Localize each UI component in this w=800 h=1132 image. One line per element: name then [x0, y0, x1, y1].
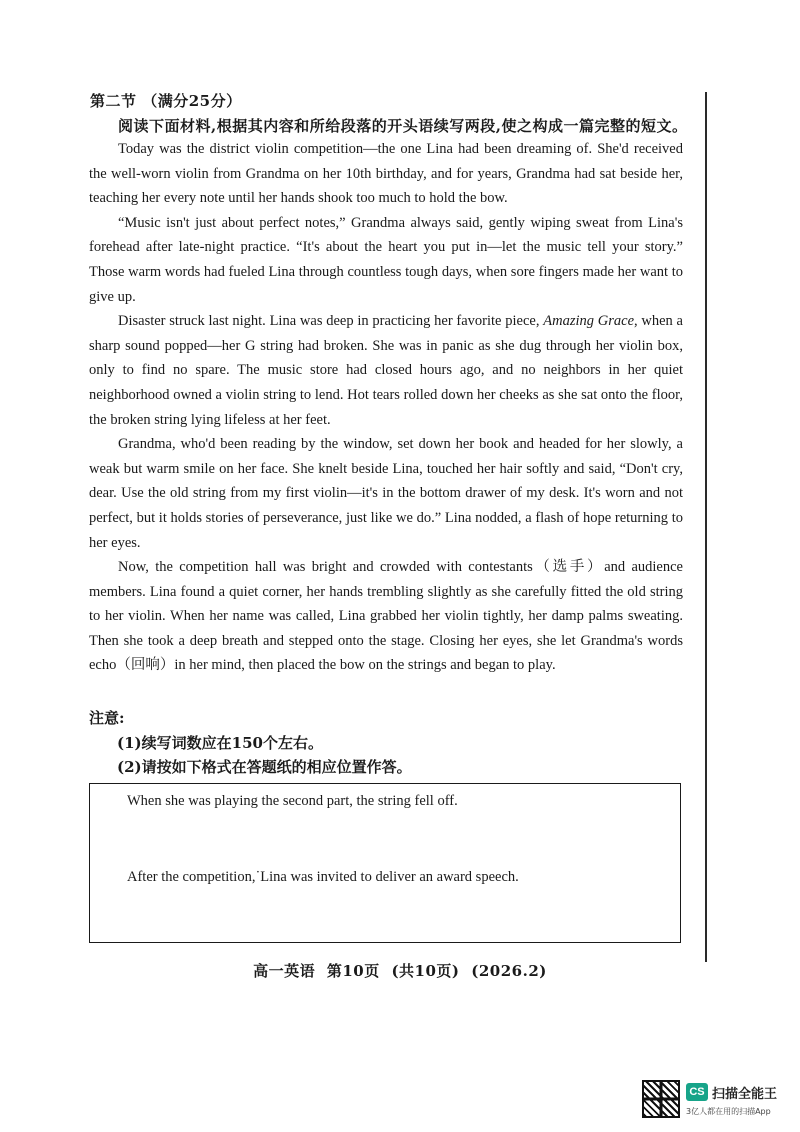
- page-footer: 高一英语 第10页 (共10页) (2026.2): [253, 962, 547, 980]
- song-title: Amazing Grace: [543, 313, 634, 330]
- section-heading: 第二节 （满分25分）: [90, 92, 242, 110]
- answer-format-box: [89, 783, 681, 943]
- camscanner-logo-icon: CS: [686, 1083, 708, 1101]
- story-paragraph: Disaster struck last night. Lina was deep in practicing her favorite piece, Amazing Grace, when a sharp sound popped—her G string had broken. She was in panic as she dug through her violin box, only to find no spare. The music store had closed hours ago, and no neighbors in her quiet neighborhood owned a violin string to lend. Hot tears rolled down her cheeks as she sat onto the floor, the broken string lying lifeless at her feet.: [89, 313, 683, 428]
- paragraph-opening-2: After the competition,˙Lina was invited to deliver an award speech.: [127, 869, 519, 885]
- margin-rule: [705, 92, 707, 962]
- story-paragraph: Grandma, who'd been reading by the window, set down her book and headed for her slowly, a weak but warm smile on her face. She knelt beside Lina, touched her hair softly and said, “Don't cry, dear. Use the old string from my first violin—it's in the bottom drawer of my desk. It's worn and not perfect, but it holds stories of perseverance, just like we do.” Lina nodded, a flash of hope returning to her eyes.: [89, 436, 683, 551]
- notes-title: 注意:: [89, 709, 125, 727]
- story-text: [89, 137, 683, 678]
- note-item: (1)续写词数应在150个左右。: [117, 733, 323, 752]
- story-paragraph: Now, the competition hall was bright and crowded with contestants（选手）and audience members. Lina found a quiet corner, her hands trembling slightly as she carefully fitted the old string to her violin. When her name was called, Lina grabbed her violin tightly, her damp palms sweating. Then she took a deep breath and stepped onto the stage. Closing her eyes, she let Grandma's words echo（回响）in her mind, then placed the bow on the strings and began to play.: [89, 559, 683, 674]
- scanner-tagline: 3亿人都在用的扫描App: [686, 1107, 771, 1116]
- section-instruction: 阅读下面材料,根据其内容和所给段落的开头语续写两段,使之构成一篇完整的短文。: [118, 117, 688, 135]
- qr-code-icon: [642, 1080, 680, 1118]
- story-paragraph: Today was the district violin competition—the one Lina had been dreaming of. She'd received the well-worn violin from Grandma on her 10th birthday, and for years, Grandma had sat beside her, teaching her every note until her hands shook too much to hold the bow.: [89, 141, 683, 207]
- paragraph-opening-1: When she was playing the second part, the string fell off.: [127, 793, 458, 809]
- scanner-app-name: 扫描全能王: [712, 1087, 778, 1102]
- note-item: (2)请按如下格式在答题纸的相应位置作答。: [117, 758, 412, 777]
- notes-block: [89, 706, 412, 780]
- story-paragraph: “Music isn't just about perfect notes,” Grandma always said, gently wiping sweat from Lina's forehead after late-night practice. “It's about the heart you put in—let the music tell your story.” Those warm words had fueled Lina through countless tough days, when sore fingers made her want to give up.: [89, 214, 683, 305]
